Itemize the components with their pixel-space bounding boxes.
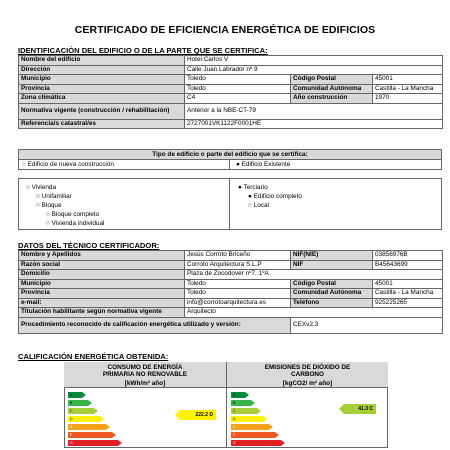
consumo-scale-bar-g: G	[68, 440, 118, 446]
emisiones-scale-bar-f: F	[231, 432, 275, 438]
consumo-unit: [kWh/m² año]	[124, 380, 166, 387]
tec-provincia-label: Provincia	[19, 289, 185, 299]
tec-nif2-label: NIF	[291, 260, 373, 270]
nombre-label: Nombre del edificio	[19, 56, 185, 66]
tec-cp-value: 45001	[373, 279, 443, 289]
provincia-label: Provincia	[19, 84, 185, 94]
tec-razon-value: Corroto Arquitectura S.L.P	[185, 260, 291, 270]
tec-titulacion-label: Titulación habilitante según normativa vigente	[19, 308, 185, 318]
catastral-label: Referencia/s catastral/es	[19, 119, 185, 129]
anio-label: Año construcción	[291, 94, 373, 104]
consumo-title: CONSUMO DE ENERGÍA PRIMARIA NO RENOVABLE	[102, 364, 188, 378]
tipo-uso-divider	[229, 178, 230, 230]
tec-email-label: e-mail:	[19, 298, 185, 308]
section-calificacion-heading: CALIFICACIÓN ENERGÉTICA OBTENIDA:	[18, 352, 169, 361]
emisiones-scale-bar-g: G	[231, 440, 281, 446]
emisiones-scale-bar-c: C	[231, 408, 257, 414]
radio-terciario[interactable]: ● Terciario	[238, 184, 268, 191]
anio-value: 1970	[373, 94, 443, 104]
radio-edificio-completo[interactable]: ● Edificio completo	[248, 193, 302, 200]
tec-procedimiento-value: CEXv2.3	[291, 317, 443, 333]
consumo-scale-bar-a: A	[68, 392, 82, 398]
cp-label: Código Postal	[291, 75, 373, 85]
direccion-value: Calle Juan Labrador nº 9	[185, 65, 443, 75]
municipio-label: Municipio	[19, 75, 185, 85]
section-tecnico-heading: DATOS DEL TÉCNICO CERTIFICADOR:	[18, 241, 160, 250]
radio-nueva-construccion[interactable]: ○ Edificio de nueva construcción	[22, 161, 114, 168]
zona-value: C4	[185, 94, 291, 104]
municipio-value: Toledo	[185, 75, 291, 85]
section-identificacion-heading: IDENTIFICACIÓN DEL EDIFICIO O DE LA PARTE QUE SE CERTIFICA:	[18, 46, 268, 55]
emisiones-title: EMISIONES DE DIÓXIDO DE CARBONO	[264, 364, 351, 378]
page-title: CERTIFICADO DE EFICIENCIA ENERGÉTICA DE EDIFICIOS	[74, 24, 376, 36]
emisiones-scale-bar-b: B	[231, 400, 251, 406]
tec-municipio-label: Municipio	[19, 279, 185, 289]
radio-unifamiliar[interactable]: ○ Unifamiliar	[36, 193, 72, 200]
emisiones-scale-bar-a: A	[231, 392, 245, 398]
nombre-value: Hotel Carlos V	[185, 56, 443, 66]
tec-ca-label: Comunidad Autónoma	[291, 289, 373, 299]
normativa-label: Normativa vigente (construcción / rehabilitación)	[19, 103, 185, 119]
tec-domicilio-label: Domicilio	[19, 270, 185, 280]
ca-label: Comunidad Autónoma	[291, 84, 373, 94]
tec-tel-label: Teléfono	[291, 298, 373, 308]
tipo-heading: Tipo de edificio o parte del edificio que se certifica:	[18, 149, 442, 160]
tecnico-table	[18, 250, 443, 334]
direccion-label: Dirección	[19, 65, 185, 75]
radio-local[interactable]: ○ Local	[248, 202, 269, 209]
emisiones-scale-bar-e: E	[231, 424, 269, 430]
tec-nif-value: 03856976B	[373, 251, 443, 261]
radio-vivienda-individual[interactable]: ○ Vivienda individual	[46, 220, 105, 227]
tec-ca-value: Castilla - La Mancha	[373, 289, 443, 299]
consumo-scale-bar-c: C	[68, 408, 94, 414]
provincia-value: Toledo	[185, 84, 291, 94]
ca-value: Castilla - La Mancha	[373, 84, 443, 94]
tec-provincia-value: Toledo	[185, 289, 291, 299]
tipo-divider	[229, 159, 230, 170]
emisiones-unit: [kgCO2/ m² año]	[282, 380, 333, 387]
zona-label: Zona climática	[19, 94, 185, 104]
building-id-table	[18, 55, 443, 129]
tec-email-value: info@corrotoarquitectura.es	[185, 298, 291, 308]
radio-bloque[interactable]: ○ Bloque	[36, 202, 62, 209]
emisiones-scale-bar-d: D	[231, 416, 263, 422]
tec-nif2-value: B45643699	[373, 260, 443, 270]
tec-tel-value: 925225265	[373, 298, 443, 308]
consumo-rating-arrow: 222.2 D	[180, 410, 216, 420]
radio-edificio-existente[interactable]: ● Edificio Existente	[236, 161, 291, 168]
tec-nombre-label: Nombre y Apellidos	[19, 251, 185, 261]
cp-value: 45001	[373, 75, 443, 85]
radio-bloque-completo[interactable]: ○ Bloque completo	[46, 211, 100, 218]
consumo-scale-bar-d: D	[68, 416, 100, 422]
tec-nombre-value: Jesús Corroto Briceño	[185, 251, 291, 261]
tec-municipio-value: Toledo	[185, 279, 291, 289]
tec-nif-label: NIF(NIE)	[291, 251, 373, 261]
normativa-value: Anterior a la NBE-CT-79	[185, 103, 443, 119]
catastral-value: 2727001VK1122F0001HE	[185, 119, 443, 129]
tec-cp-label: Código Postal	[291, 279, 373, 289]
consumo-scale-bar-e: E	[68, 424, 106, 430]
tec-procedimiento-label: Procedimiento reconocido de calificación energética utilizado y versión:	[19, 317, 291, 333]
tec-domicilio-value: Plaza de Zocodover nº7, 1ºA	[185, 270, 443, 280]
radio-vivienda[interactable]: ○ Vivienda	[26, 184, 57, 191]
emisiones-rating-arrow: 41.3 C	[344, 404, 376, 414]
tec-titulacion-value: Arquitecto	[185, 308, 443, 318]
tec-razon-label: Razón social	[19, 260, 185, 270]
consumo-scale-bar-b: B	[68, 400, 88, 406]
consumo-scale-bar-f: F	[68, 432, 112, 438]
